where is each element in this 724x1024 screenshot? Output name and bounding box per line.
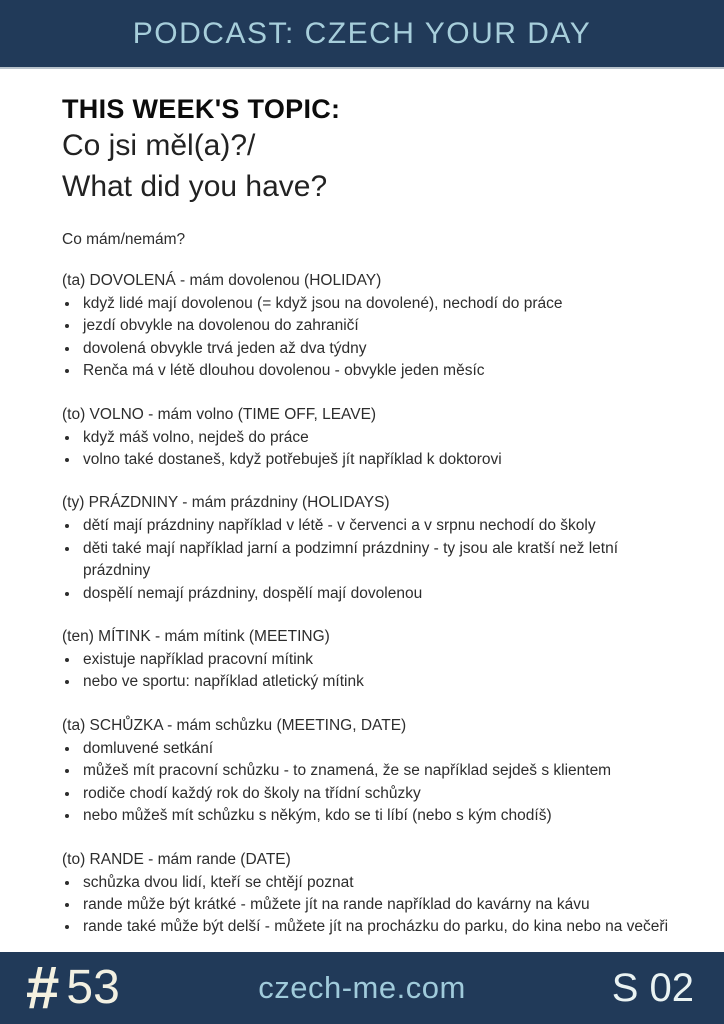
section-heading: (ty) PRÁZDNINY - mám prázdniny (HOLIDAYS)	[62, 494, 390, 512]
document-body	[0, 69, 724, 939]
bullet-item: • Renča má v létě dlouhou dovolenou - obvykle jeden měsíc	[80, 360, 682, 382]
episode-number: 53	[66, 961, 120, 1014]
footer-bar	[0, 952, 724, 1024]
bullet-item: • jezdí obvykle na dovolenou do zahraničí	[80, 315, 682, 337]
hash-symbol: #	[26, 954, 60, 1021]
bullet-item: • rodiče chodí každý rok do školy na třídní schůzky	[80, 783, 682, 805]
section-heading: (to) RANDE - mám rande (DATE)	[62, 850, 291, 868]
topic-line-english: What did you have?	[62, 170, 328, 203]
section-heading: (ta) DOVOLENÁ - mám dovolenou (HOLIDAY)	[62, 272, 382, 289]
bullet-item: • děti také mají například jarní a podzimní prázdniny - ty jsou ale kratší než letní prázdniny	[80, 538, 682, 583]
bullet-item: • dospělí nemají prázdniny, dospělí mají dovolenou	[80, 583, 682, 605]
bullet-item: • volno také dostaneš, když potřebuješ jít například k doktorovi	[80, 449, 682, 471]
bullet-item: • dovolená obvykle trvá jeden až dva týdny	[80, 338, 682, 360]
bullet-item: • dětí mají prázdniny například v létě - v červenci a v srpnu nechodí do školy	[80, 515, 682, 537]
section-rande	[62, 849, 682, 939]
bullet-item: • rande může být krátké - můžete jít na rande například do kavárny na kávu	[80, 894, 682, 916]
section-prazdniny	[62, 492, 682, 605]
section-schuzka	[62, 715, 682, 828]
bullet-item: • můžeš mít pracovní schůzku - to znamená, že se například sejdeš s klientem	[80, 760, 682, 782]
bullet-list	[62, 738, 682, 828]
section-heading: (ten) MÍTINK - mám mítink (MEETING)	[62, 628, 330, 646]
bullet-item: • nebo ve sportu: například atletický mítink	[80, 671, 682, 693]
section-heading: (ta) SCHŮZKA - mám schůzku (MEETING, DATE)	[62, 716, 407, 734]
bullet-item: • schůzka dvou lidí, kteří se chtějí poznat	[80, 872, 682, 894]
bullet-item: • když máš volno, nejdeš do práce	[80, 427, 682, 449]
bullet-list	[62, 293, 682, 383]
section-heading: (to) VOLNO - mám volno (TIME OFF, LEAVE)	[62, 405, 377, 423]
topic-label: THIS WEEK'S TOPIC:	[62, 94, 341, 124]
podcast-title: PODCAST: CZECH YOUR DAY	[132, 16, 592, 50]
bullet-item: • rande také může být delší - můžete jít na procházku do parku, do kina nebo na večeři	[80, 916, 682, 938]
bullet-item: • existuje například pracovní mítink	[80, 649, 682, 671]
bullet-item: • když lidé mají dovolenou (= když jsou na dovolené), nechodí do práce	[80, 293, 682, 315]
bullet-list	[62, 427, 682, 472]
header-bar	[0, 0, 724, 69]
section-volno	[62, 404, 682, 472]
bullet-item: • nebo můžeš mít schůzku s někým, kdo se ti líbí (nebo s kým chodíš)	[80, 805, 682, 827]
season-label: S 02	[611, 965, 694, 1010]
bullet-item: • domluvené setkání	[80, 738, 682, 760]
section-dovolena	[62, 270, 682, 383]
intro-question: Co mám/nemám?	[62, 231, 186, 248]
section-mitink	[62, 626, 682, 694]
site-url: czech-me.com	[258, 970, 466, 1005]
bullet-list	[62, 649, 682, 694]
topic-line-czech: Co jsi měl(a)?/	[62, 129, 256, 162]
episode-badge	[0, 954, 185, 1021]
bullet-list	[62, 872, 682, 939]
bullet-list	[62, 515, 682, 605]
